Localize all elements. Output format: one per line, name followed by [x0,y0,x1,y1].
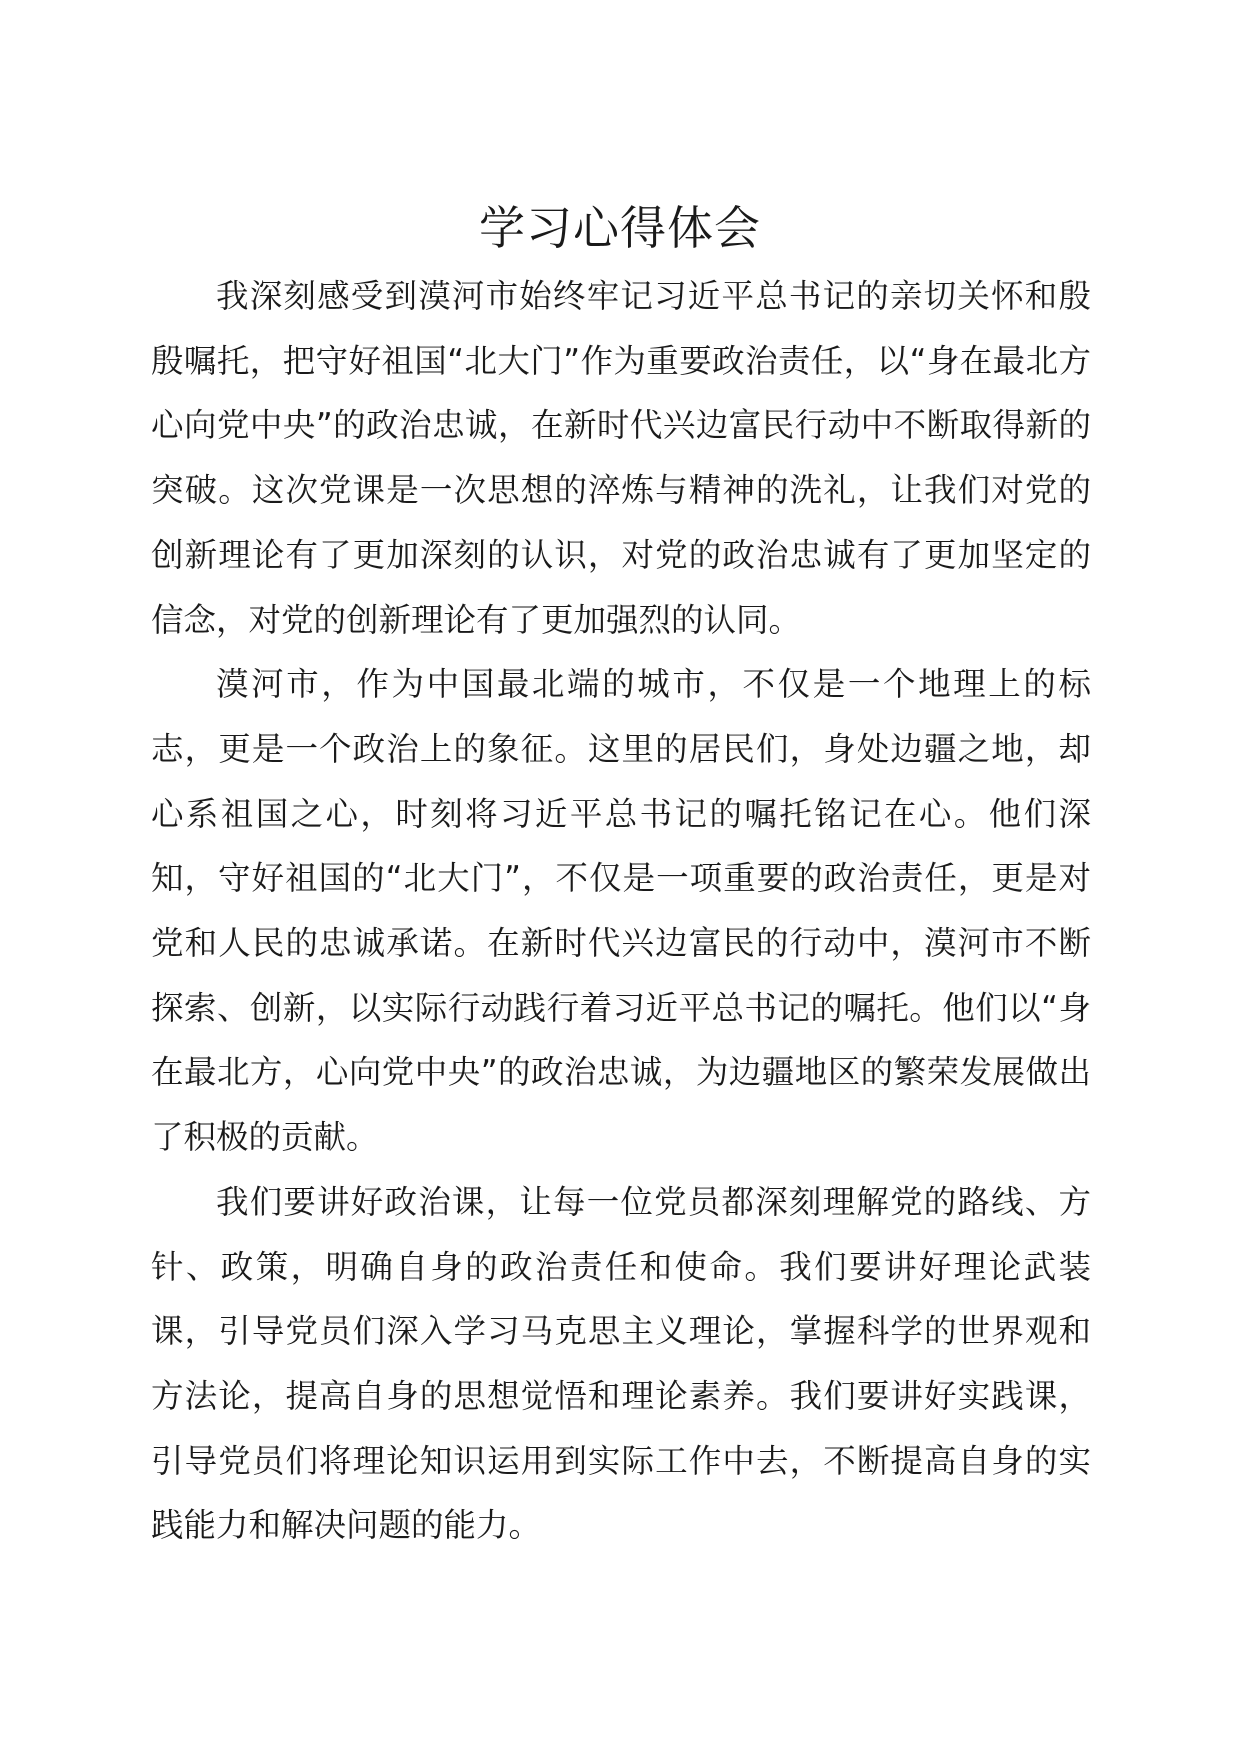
paragraph-1: 我深刻感受到漠河市始终牢记习近平总书记的亲切关怀和殷殷嘱托，把守好祖国“北大门”作为重要政治责任，以“身在最北方心向党中央”的政治忠诚，在新时代兴边富民行动中不断取得新的突破。这次党课是一次思想的淬炼与精神的洗礼，让我们对党的创新理论有了更加深刻的认识，对党的政治忠诚有了更加坚定的信念，对党的创新理论有了更加强烈的认同。 [151,277,1091,639]
paragraph-3: 我们要讲好政治课，让每一位党员都深刻理解党的路线、方针、政策，明确自身的政治责任和使命。我们要讲好理论武装课，引导党员们深入学习马克思主义理论，掌握科学的世界观和方法论，提高自身的思想觉悟和理论素养。我们要讲好实践课，引导党员们将理论知识运用到实际工作中去，不断提高自身的实践能力和解决问题的能力。 [151,1182,1091,1545]
document-body [151,264,1091,1558]
paragraph-2: 漠河市，作为中国最北端的城市，不仅是一个地理上的标志，更是一个政治上的象征。这里的居民们，身处边疆之地，却心系祖国之心，时刻将习近平总书记的嘱托铭记在心。他们深知，守好祖国的“北大门”，不仅是一项重要的政治责任，更是对党和人民的忠诚承诺。在新时代兴边富民的行动中，漠河市不断探索、创新，以实际行动践行着习近平总书记的嘱托。他们以“身在最北方，心向党中央”的政治忠诚，为边疆地区的繁荣发展做出了积极的贡献。 [151,665,1091,1157]
document-title: 学习心得体会 [479,201,761,255]
